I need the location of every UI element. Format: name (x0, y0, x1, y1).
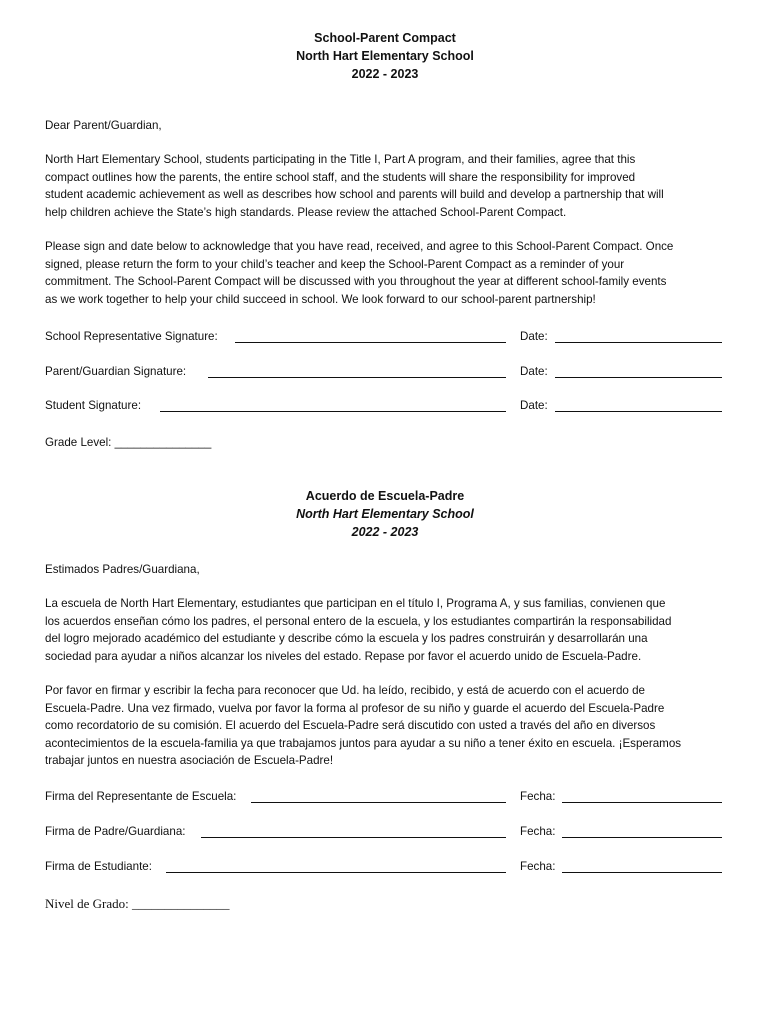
spanish-greeting: Estimados Padres/Guardiana, (45, 563, 200, 576)
padre-guardiana-fecha-label: Fecha: (520, 825, 556, 838)
spanish-title-block (0, 487, 770, 541)
english-paragraph-1: North Hart Elementary School, students participating in the Title I, Part A program, and their families, agree that this compact outlines how the parents, the entire school staff, and the students will share the responsibility for improved student academic achievement as well as describes how school and parents will build and develop a partnership that will help children achieve the State’s high standards. Please review the attached School-Parent Compact. (45, 153, 664, 219)
spanish-paragraph-2: Por favor en firmar y escribir la fecha para reconocer que Ud. ha leído, recibido, y está de acuerdo con el acuerdo de Escuela-Padre. Una vez firmado, vuelva por favor la forma al profesor de su niño y guarde el acuerdo del Escuela-Padre como recordatorio de su comisión. El acuerdo del Escuela-Padre será discutido con usted a través del año en diversos acontecimientos de la escuela-familia ya que trabajamos juntos para ayudar a su niño a tener éxito en escuela. ¡Esperamos trabajar juntos en nuestra asociación de Escuela-Padre! (45, 684, 682, 767)
parent-guardian-signature-field[interactable] (208, 377, 506, 378)
parent-guardian-date-field[interactable] (555, 377, 722, 378)
estudiante-fecha-label: Fecha: (520, 860, 556, 873)
school-representative-date-field[interactable] (555, 342, 722, 343)
parent-guardian-signature-row (45, 365, 735, 383)
spanish-title: Acuerdo de Escuela-Padre (305, 489, 465, 503)
spanish-paragraph-1: La escuela de North Hart Elementary, estudiantes que participan en el título I, Programa A, y sus familias, convienen que los acuerdos enseñan cómo los padres, el personal entero de la escuela, y los estudiantes compartirán la responsabilidad del logro mejorado académico del estudiante y describe cómo la escuela y los padres construirán y desarrollarán una sociedad para ayudar a niños alcanzar los niveles del estado. Repase por favor el acuerdo unido de Escuela-Padre. (45, 597, 672, 663)
spanish-grade-level[interactable]: Nivel de Grado: _______________ (45, 896, 230, 911)
school-representative-date-label: Date: (520, 330, 548, 343)
representante-fecha-label: Fecha: (520, 790, 556, 803)
english-title-block (0, 29, 770, 83)
padre-guardiana-signature-label: Firma de Padre/Guardiana: (45, 825, 186, 838)
parent-guardian-date-label: Date: (520, 365, 548, 378)
english-title: School-Parent Compact (314, 31, 456, 45)
padre-guardiana-signature-field[interactable] (201, 837, 506, 838)
spanish-school-year: 2022 - 2023 (351, 525, 419, 539)
estudiante-fecha-field[interactable] (562, 872, 722, 873)
student-date-field[interactable] (555, 411, 722, 412)
student-signature-field[interactable] (160, 411, 506, 412)
student-signature-row (45, 399, 735, 417)
representante-signature-field[interactable] (251, 802, 506, 803)
english-paragraph-2: Please sign and date below to acknowledge that you have read, received, and agree to this School-Parent Compact. Once signed, please return the form to your child’s teacher and keep the School-Parent Compact as a reminder of your commitment. The School-Parent Compact will be discussed with you throughout the year at different school-family events as we work together to help your child succeed in school. We look forward to our school-parent partnership! (45, 240, 674, 306)
school-representative-signature-row (45, 330, 735, 348)
representante-fecha-field[interactable] (562, 802, 722, 803)
representante-signature-row (45, 790, 735, 808)
padre-guardiana-signature-row (45, 825, 735, 843)
representante-signature-label: Firma del Representante de Escuela: (45, 790, 237, 803)
english-grade-level[interactable]: Grade Level: _______________ (45, 436, 212, 449)
estudiante-signature-label: Firma de Estudiante: (45, 860, 152, 873)
english-school-year: 2022 - 2023 (351, 67, 419, 81)
english-greeting: Dear Parent/Guardian, (45, 119, 162, 132)
spanish-school-name: North Hart Elementary School (296, 507, 474, 521)
student-signature-label: Student Signature: (45, 399, 142, 412)
english-school-name: North Hart Elementary School (296, 49, 474, 63)
padre-guardiana-fecha-field[interactable] (562, 837, 722, 838)
school-representative-signature-label: School Representative Signature: (45, 330, 218, 343)
parent-guardian-signature-label: Parent/Guardian Signature: (45, 365, 187, 378)
student-date-label: Date: (520, 399, 548, 412)
school-representative-signature-field[interactable] (235, 342, 506, 343)
estudiante-signature-row (45, 860, 735, 878)
estudiante-signature-field[interactable] (166, 872, 506, 873)
